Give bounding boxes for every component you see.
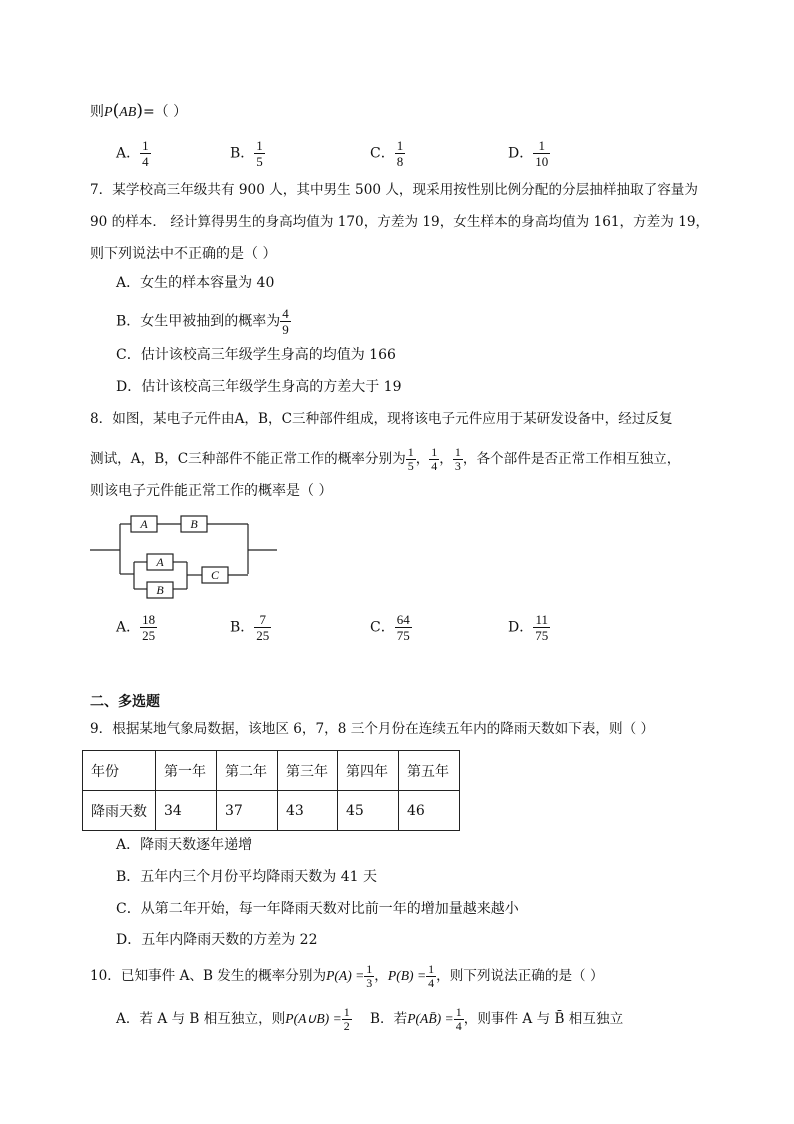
label-b: B <box>156 583 164 597</box>
table-row <box>83 791 460 831</box>
numerator: 64 <box>396 612 410 627</box>
denominator: 75 <box>535 628 549 643</box>
denominator: 25 <box>256 628 270 643</box>
numerator: 1 <box>455 1005 462 1019</box>
numerator: 18 <box>142 612 156 627</box>
table-cell: 43 <box>278 791 338 831</box>
table-cell: 45 <box>338 791 399 831</box>
section-heading: 二、多选题 <box>90 694 160 710</box>
q8-line2-pre: 测试，A，B，C三种部件不能正常工作的概率分别为 <box>90 451 406 467</box>
label-a: A <box>156 555 164 569</box>
fraction <box>453 446 463 473</box>
table-cell: 第三年 <box>278 751 338 791</box>
q6-prefix: 则 <box>90 104 104 120</box>
denominator: 5 <box>256 154 263 169</box>
denominator: 4 <box>142 154 149 169</box>
q6-option-a <box>116 138 151 169</box>
q8-line3: 则该电子元件能正常工作的概率是（ ） <box>90 483 333 499</box>
separator: ， <box>439 451 453 467</box>
numerator: 1 <box>407 445 414 459</box>
option-label: D． <box>508 619 534 636</box>
denominator: 4 <box>428 976 435 990</box>
q8-line2 <box>90 446 680 473</box>
q9-option-a: A．降雨天数逐年递增 <box>116 837 253 853</box>
table-cell: 46 <box>399 791 460 831</box>
q6-tail: 则P(AB)=（ ） <box>90 101 188 121</box>
q7-option-d: D．估计该校高三年级学生身高的方差大于 19 <box>116 379 402 395</box>
q6-expr-p: P <box>104 105 113 120</box>
numerator: 1 <box>396 138 404 153</box>
label-c: C <box>210 568 220 582</box>
q8-option-a <box>116 612 157 643</box>
fraction <box>254 612 271 643</box>
q10-pa: P(A) = <box>326 968 365 983</box>
q8-option-d <box>508 612 550 643</box>
fraction <box>140 138 151 169</box>
option-label: C． <box>370 619 395 636</box>
denominator: 9 <box>282 322 289 337</box>
q9-option-c: C．从第二年开始，每一年降雨天数对比前一年的增加量越来越小 <box>116 901 519 917</box>
fraction <box>454 1006 464 1033</box>
option-label: A． <box>116 619 141 636</box>
q10-stem-post: ，则下列说法正确的是（ ） <box>436 968 604 984</box>
fraction <box>140 612 157 643</box>
option-label: D． <box>508 145 534 162</box>
q10-stem-pre: 10．已知事件 A、B 发生的概率分别为 <box>90 968 327 984</box>
denominator: 75 <box>396 628 410 643</box>
numerator: 11 <box>533 612 550 628</box>
rain-table <box>82 750 460 831</box>
q8-line2-post: ，各个部件是否正常工作相互独立， <box>462 451 681 467</box>
q8-option-b <box>230 612 271 643</box>
q10-optb-expr: P(AB̄) = <box>407 1011 454 1026</box>
table-cell: 第一年 <box>156 751 217 791</box>
q6-option-c <box>370 138 405 169</box>
numerator: 1 <box>428 962 435 976</box>
q10-option-a <box>116 1006 352 1033</box>
denominator: 4 <box>455 1019 462 1033</box>
fraction <box>280 306 291 337</box>
denominator: 2 <box>343 1019 350 1033</box>
circuit-diagram <box>90 512 280 602</box>
fraction <box>342 1006 352 1033</box>
numerator: 4 <box>282 306 289 321</box>
table-cell: 第五年 <box>399 751 460 791</box>
option-text: B．女生甲被抽到的概率为 <box>116 313 281 330</box>
table-cell: 37 <box>217 791 278 831</box>
q6-option-b <box>230 138 265 169</box>
q8-option-c <box>370 612 412 643</box>
numerator: 1 <box>431 445 438 459</box>
label-b: B <box>190 517 198 531</box>
denominator: 8 <box>396 154 404 169</box>
q10-pb: P(B) = <box>387 968 427 983</box>
fraction <box>429 446 439 473</box>
q7-line3: 则下列说法中不正确的是（ ） <box>90 246 277 262</box>
denominator: 4 <box>431 459 438 473</box>
denominator: 5 <box>407 459 414 473</box>
option-text: ，则事件 A 与 B̄ 相互独立 <box>463 1011 624 1027</box>
denominator: 25 <box>142 628 156 643</box>
separator: ， <box>415 451 430 467</box>
numerator: 1 <box>533 138 550 154</box>
q6-expr-ab: AB <box>119 105 137 120</box>
numerator: 1 <box>454 445 461 459</box>
numerator: 1 <box>142 138 149 153</box>
fraction <box>395 138 406 169</box>
q7-option-b <box>116 306 291 337</box>
numerator: 1 <box>366 962 373 976</box>
table-header-row <box>83 751 460 791</box>
table-cell: 年份 <box>83 751 156 791</box>
q9-stem: 9．根据某地气象局数据，该地区 6，7，8 三个月份在连续五年内的降雨天数如下表，则（ ） <box>90 721 655 737</box>
q7-option-a: A．女生的样本容量为 40 <box>116 275 275 291</box>
option-text: B．若 <box>370 1011 408 1027</box>
q10-option-b <box>370 1006 623 1033</box>
q6-suffix: =（ ） <box>142 104 188 120</box>
option-label: B． <box>230 619 255 636</box>
q9-option-b: B．五年内三个月份平均降雨天数为 41 天 <box>116 869 378 885</box>
denominator: 3 <box>454 459 461 473</box>
fraction <box>426 963 436 990</box>
q7-line2: 90 的样本． 经计算得男生的身高均值为 170，方差为 19，女生样本的身高均值为 161，方差为 19， <box>90 214 710 230</box>
label-a: A <box>140 517 148 531</box>
q10-stem: 10．已知事件 A、B 发生的概率分别为P(A) = $\frac{1}{3}$ ，P(B) = $\frac{1}{4}$ ，则下列说法正确的是（ ） <box>90 962 604 990</box>
table-cell: 34 <box>156 791 217 831</box>
denominator: 3 <box>366 976 373 990</box>
table-cell: 降雨天数 <box>83 791 156 831</box>
q7-option-c: C．估计该校高三年级学生身高的均值为 166 <box>116 347 396 363</box>
denominator: 10 <box>535 154 549 169</box>
fraction <box>254 138 265 169</box>
numerator: 1 <box>343 1005 350 1019</box>
option-label: C． <box>370 145 395 162</box>
fraction <box>364 963 374 990</box>
fraction <box>395 612 412 643</box>
numerator: 1 <box>256 138 263 153</box>
fraction <box>406 446 416 473</box>
fraction <box>533 612 550 643</box>
option-label: B． <box>230 145 255 162</box>
table-cell: 第四年 <box>338 751 399 791</box>
q6-option-d <box>508 138 550 169</box>
q8-line1: 8．如图，某电子元件由A，B，C三种部件组成，现将该电子元件应用于某研发设备中，经过反复 <box>90 411 673 427</box>
numerator: 7 <box>254 612 271 628</box>
option-text: A．若 A 与 B 相互独立，则 <box>116 1011 286 1027</box>
q7-line1: 7．某学校高三年级共有 900 人，其中男生 500 人，现采用按性别比例分配的分层抽样抽取了容量为 <box>90 182 698 198</box>
fraction <box>533 138 550 169</box>
option-label: A． <box>116 145 141 162</box>
q10-opta-expr: P(A∪B) = <box>285 1011 342 1026</box>
q9-option-d: D．五年内降雨天数的方差为 22 <box>116 932 318 948</box>
table-cell: 第二年 <box>217 751 278 791</box>
